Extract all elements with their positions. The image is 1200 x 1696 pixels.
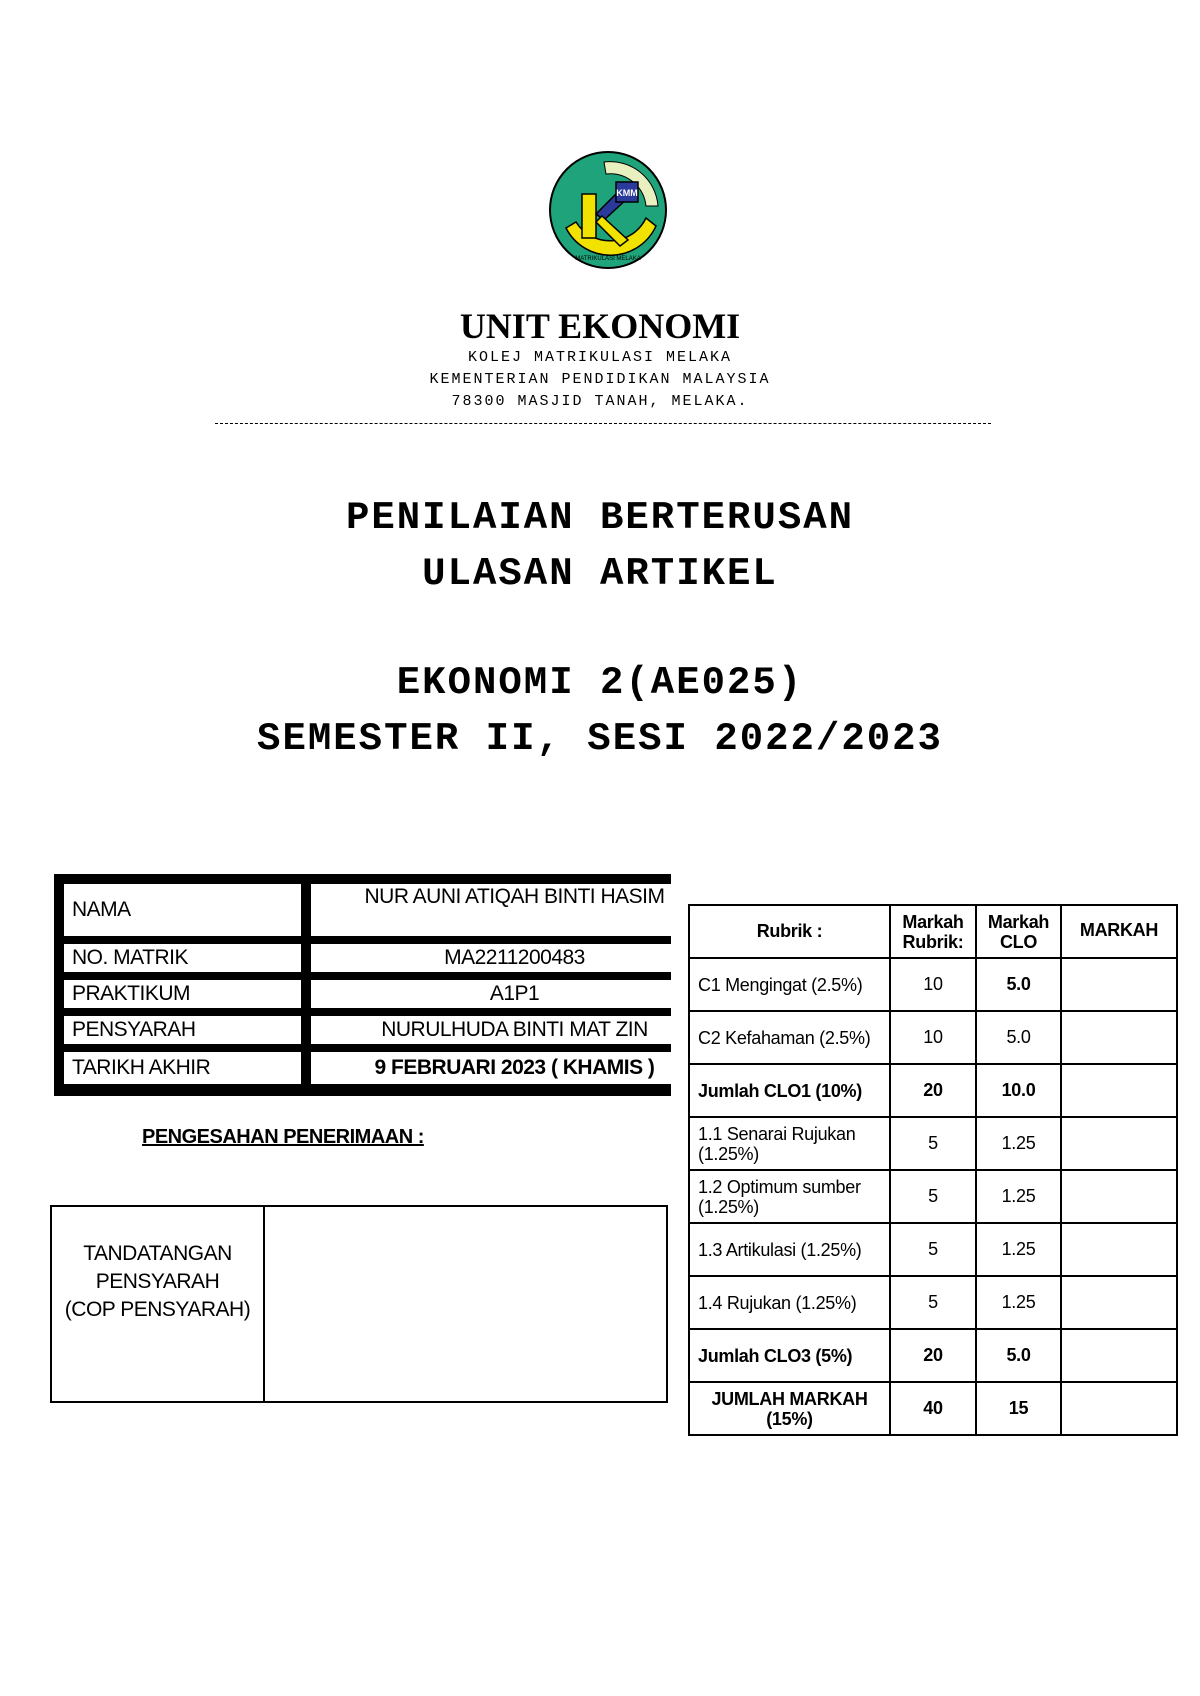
table-row xyxy=(689,1276,1177,1329)
row-markah-input[interactable] xyxy=(1061,1117,1177,1170)
row-label: C2 Kefahaman (2.5%) xyxy=(689,1011,890,1064)
signature-divider xyxy=(263,1205,265,1403)
matrik-value: MA2211200483 xyxy=(311,944,718,972)
row-rubrik: 5 xyxy=(890,1117,976,1170)
row-clo: 5.0 xyxy=(976,1329,1061,1382)
sign-line-1: TANDATANGAN xyxy=(83,1242,232,1265)
logo-text: KMM xyxy=(616,188,638,198)
row-rubrik: 5 xyxy=(890,1276,976,1329)
row-label: Jumlah CLO3 (5%) xyxy=(689,1329,890,1382)
college-logo xyxy=(546,148,670,272)
dashed-divider xyxy=(215,423,991,424)
header-markah: MARKAH xyxy=(1061,905,1177,958)
sign-line-2: PENSYARAH xyxy=(95,1270,220,1293)
row-label: 1.3 Artikulasi (1.25%) xyxy=(689,1223,890,1276)
table-row xyxy=(689,1223,1177,1276)
rubric-table xyxy=(688,904,1178,1436)
table-row xyxy=(689,1117,1177,1170)
sign-line-3: (COP PENSYARAH) xyxy=(64,1298,251,1321)
rubric-header-row xyxy=(689,905,1177,958)
table-row xyxy=(689,1011,1177,1064)
row-markah-input[interactable] xyxy=(1061,1329,1177,1382)
tarikh-value: 9 FEBRUARI 2023 ( KHAMIS ) xyxy=(311,1052,718,1084)
table-row xyxy=(689,1170,1177,1223)
table-row xyxy=(689,1382,1177,1435)
row-markah-input[interactable] xyxy=(1061,958,1177,1011)
row-markah-input[interactable] xyxy=(1061,1011,1177,1064)
row-rubrik: 40 xyxy=(890,1382,976,1435)
title-line-4: SEMESTER II, SESI 2022/2023 xyxy=(257,717,943,761)
row-markah-input[interactable] xyxy=(1061,1276,1177,1329)
tarikh-label: TARIKH AKHIR xyxy=(64,1052,301,1084)
row-clo: 1.25 xyxy=(976,1223,1061,1276)
table-row xyxy=(689,1329,1177,1382)
row-label: 1.1 Senarai Rujukan (1.25%) xyxy=(689,1117,890,1170)
title-line-3: EKONOMI 2(AE025) xyxy=(396,661,804,705)
table-row xyxy=(689,958,1177,1011)
table-row xyxy=(689,1064,1177,1117)
row-label: 1.2 Optimum sumber (1.25%) xyxy=(689,1170,890,1223)
pengesahan-label: PENGESAHAN PENERIMAAN : xyxy=(142,1126,424,1148)
header-markah-rubrik-line1: Markah xyxy=(902,911,964,932)
pensyarah-value: NURULHUDA BINTI MAT ZIN xyxy=(311,1016,718,1044)
signature-label xyxy=(52,1240,263,1324)
unit-title: UNIT EKONOMI xyxy=(459,306,741,346)
row-label: JUMLAH MARKAH (15%) xyxy=(689,1382,890,1435)
row-clo: 5.0 xyxy=(976,1011,1061,1064)
row-label: 1.4 Rujukan (1.25%) xyxy=(689,1276,890,1329)
header-markah-rubrik xyxy=(890,905,976,958)
nama-label: NAMA xyxy=(64,884,301,936)
header-rubrik: Rubrik : xyxy=(689,905,890,958)
address-line-3: 78300 MASJID TANAH, MELAKA. xyxy=(451,393,749,410)
row-markah-input[interactable] xyxy=(1061,1223,1177,1276)
nama-value: NUR AUNI ATIQAH BINTI HASIM xyxy=(311,884,718,936)
row-clo: 1.25 xyxy=(976,1170,1061,1223)
header-markah-clo-line2: CLO xyxy=(999,931,1038,952)
student-info-table xyxy=(54,874,671,1096)
row-rubrik: 10 xyxy=(890,958,976,1011)
row-markah-input[interactable] xyxy=(1061,1064,1177,1117)
row-clo: 10.0 xyxy=(976,1064,1061,1117)
address-line-2: KEMENTERIAN PENDIDIKAN MALAYSIA xyxy=(429,371,771,388)
row-label: C1 Mengingat (2.5%) xyxy=(689,958,890,1011)
header-markah-clo-line1: Markah xyxy=(987,911,1050,932)
matrik-label: NO. MATRIK xyxy=(64,944,301,972)
row-rubrik: 20 xyxy=(890,1064,976,1117)
praktikum-label: PRAKTIKUM xyxy=(64,980,301,1008)
title-line-1: PENILAIAN BERTERUSAN xyxy=(345,496,855,540)
row-clo: 1.25 xyxy=(976,1117,1061,1170)
row-markah-input[interactable] xyxy=(1061,1170,1177,1223)
row-rubrik: 5 xyxy=(890,1223,976,1276)
header-markah-rubrik-line2: Rubrik: xyxy=(902,931,964,952)
row-rubrik: 5 xyxy=(890,1170,976,1223)
logo-motto: MATRIKULASI MELAKA xyxy=(575,256,641,262)
row-clo: 5.0 xyxy=(976,958,1061,1011)
header-markah-clo xyxy=(976,905,1061,958)
row-label: Jumlah CLO1 (10%) xyxy=(689,1064,890,1117)
row-clo: 15 xyxy=(976,1382,1061,1435)
row-rubrik: 20 xyxy=(890,1329,976,1382)
row-clo: 1.25 xyxy=(976,1276,1061,1329)
row-markah-input[interactable] xyxy=(1061,1382,1177,1435)
title-line-2: ULASAN ARTIKEL xyxy=(422,552,778,596)
address-line-1: KOLEJ MATRIKULASI MELAKA xyxy=(467,349,733,366)
praktikum-value: A1P1 xyxy=(311,980,718,1008)
row-rubrik: 10 xyxy=(890,1011,976,1064)
pensyarah-label: PENSYARAH xyxy=(64,1016,301,1044)
